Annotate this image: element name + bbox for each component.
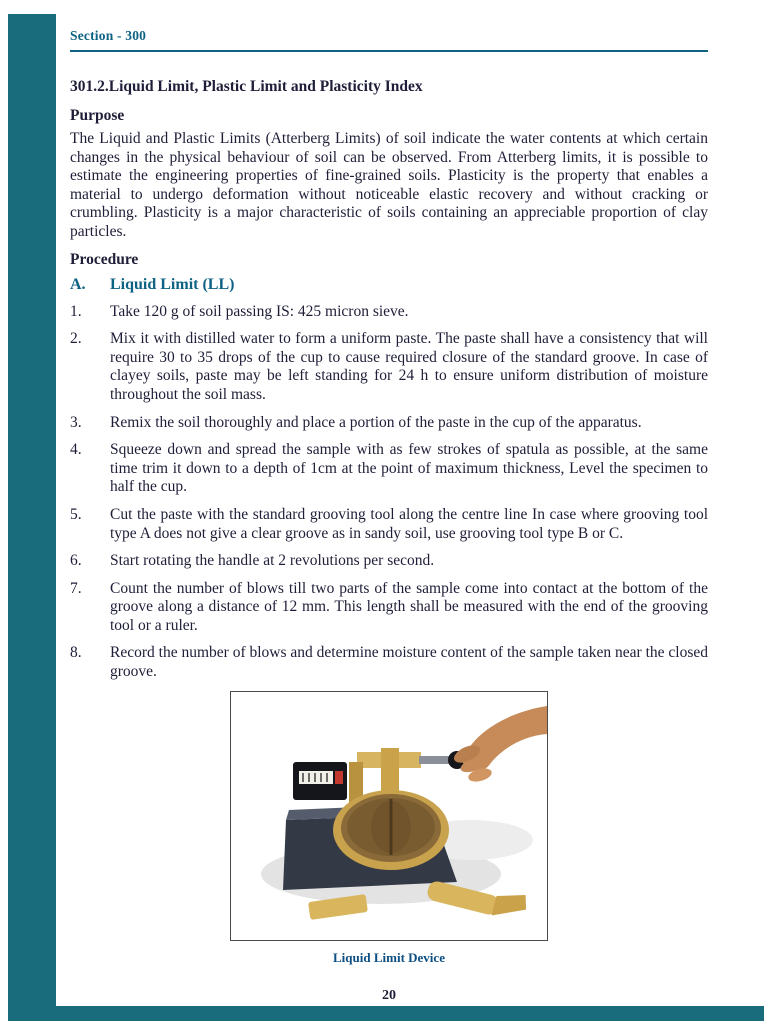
step-number: 7. <box>70 579 82 597</box>
step-text: Record the number of blows and determine moisture content of the sample taken near the closed groove. <box>110 644 708 681</box>
page-number: 20 <box>382 987 396 1003</box>
list-item <box>70 580 708 636</box>
header-rule <box>70 50 708 52</box>
step-number: 3. <box>70 413 82 431</box>
list-item <box>70 552 708 571</box>
step-number: 1. <box>70 302 82 320</box>
step-number: 6. <box>70 552 82 570</box>
step-number: 2. <box>70 330 82 348</box>
page-title: 301.2.Liquid Limit, Plastic Limit and Plasticity Index <box>70 78 423 95</box>
section-header: Section - 300 <box>70 28 147 43</box>
list-item <box>70 330 708 404</box>
step-number: 5. <box>70 505 82 523</box>
step-text: Start rotating the handle at 2 revolutions per second. <box>110 552 435 570</box>
figure-caption: Liquid Limit Device <box>333 949 445 965</box>
section-letter: A. <box>70 275 86 293</box>
step-number: 8. <box>70 644 82 662</box>
brass-cup <box>333 790 449 870</box>
step-text: Mix it with distilled water to form a uniform paste. The paste shall have a consistency that will require 30 to 35 drops of the cup to cause required closure of the standard groove. In case of clayey soils, paste may be left standing for 24 h to ensure uniform distribution of moisture throughout the soil mass. <box>110 330 708 403</box>
page-content <box>70 28 708 1004</box>
step-number: 4. <box>70 441 82 459</box>
bottom-frame-bar <box>8 1006 764 1021</box>
list-item <box>70 506 708 543</box>
list-item <box>70 414 708 433</box>
section-a-heading <box>70 276 708 294</box>
step-text: Remix the soil thoroughly and place a portion of the paste in the cup of the apparatus. <box>110 413 642 431</box>
step-text: Take 120 g of soil passing IS: 425 micron sieve. <box>110 302 409 320</box>
list-item <box>70 644 708 681</box>
step-text: Squeeze down and spread the sample with as few strokes of spatula as possible, at the same time trim it down to a depth of 1cm at the point of maximum thickness, Level the specimen to half the cup. <box>110 441 708 496</box>
list-item <box>70 303 708 322</box>
liquid-limit-device-photo <box>231 692 547 940</box>
step-text: Count the number of blows till two parts of the sample come into contact at the bottom of the groove along a distance of 12 mm. This length shall be measured with the end of the grooving tool or a ruler. <box>110 579 708 634</box>
procedure-heading: Procedure <box>70 250 139 268</box>
purpose-heading: Purpose <box>70 107 125 124</box>
figure-liquid-limit-device <box>230 691 548 941</box>
left-frame-bar <box>8 14 56 1021</box>
section-title: Liquid Limit (LL) <box>110 275 235 293</box>
list-item <box>70 441 708 497</box>
step-text: Cut the paste with the standard grooving tool along the centre line In case where grooving tool type A does not give a clear groove as in sandy soil, use grooving tool type B or C. <box>110 505 708 542</box>
purpose-paragraph: The Liquid and Plastic Limits (Atterberg Limits) of soil indicate the water contents at which certain changes in the physical behaviour of soil can be observed. From Atterberg limits, it is possible to estimate the engineering properties of fine-grained soils. Plasticity is the property that enables a material to undergo deformation without noticeable elastic recovery and without cracking or crumbling. Plasticity is a major characteristic of soils containing an appreciable proportion of clay particles. <box>70 130 708 240</box>
blow-counter <box>293 762 347 800</box>
